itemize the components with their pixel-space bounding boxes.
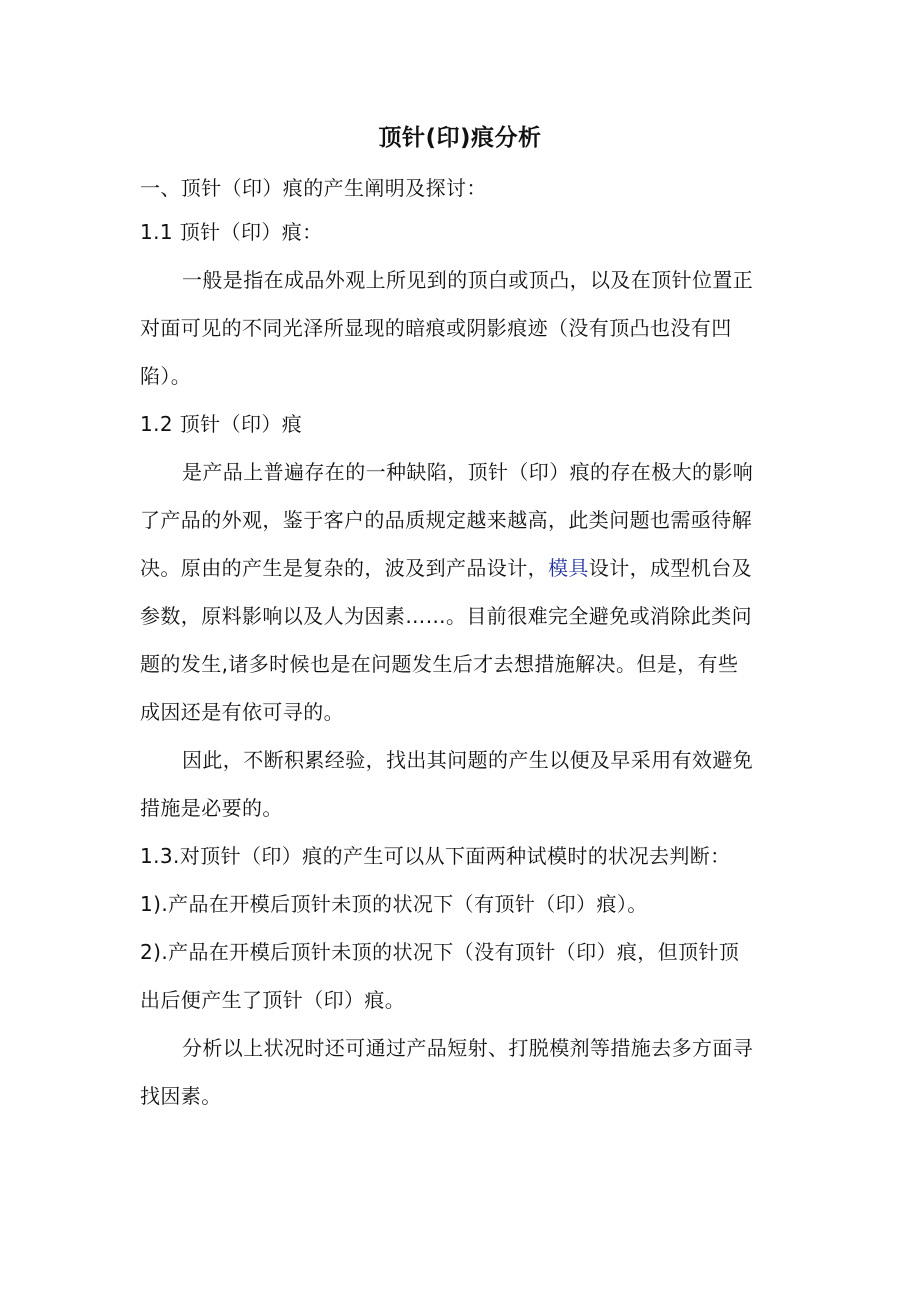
list-item-2-continuation: 出后便产生了顶针（印）痕。	[140, 988, 406, 1012]
paragraph-line: 措施是必要的。	[140, 796, 283, 820]
document-title: 顶针(印)痕分析	[378, 125, 542, 151]
paragraph-line: 了产品的外观，鉴于客户的品质规定越来越高，此类问题也需亟待解	[140, 508, 752, 532]
paragraph-line: 对面可见的不同光泽所显现的暗痕或阴影痕迹（没有顶凸也没有凹	[140, 316, 732, 340]
paragraph-line: 找因素。	[140, 1084, 222, 1108]
paragraph-line: 成因还是有依可寻的。	[140, 700, 344, 724]
paragraph-text: 决。原由的产生是复杂的，波及到产品设计，	[140, 556, 548, 580]
section-heading-1: 一、顶针（印）痕的产生阐明及探讨：	[140, 176, 487, 200]
paragraph-text: 设计，成型机台及	[588, 556, 753, 580]
paragraph-line: 题的发生,诸多时候也是在问题发生后才去想措施解决。但是，有些	[140, 652, 739, 676]
paragraph-line: 陷）。	[140, 364, 192, 388]
mold-link[interactable]: 模具	[548, 556, 589, 580]
paragraph-line-with-link	[140, 550, 752, 586]
paragraph-line: 是产品上普遍存在的一种缺陷，顶针（印）痕的存在极大的影响	[182, 460, 754, 484]
list-item-1: 1).产品在开模后顶针未顶的状况下（有顶针（印）痕）。	[140, 892, 648, 916]
subsection-heading-1-2: 1.2 顶针（印）痕	[140, 412, 303, 436]
subsection-heading-1-1: 1.1 顶针（印）痕：	[140, 220, 323, 244]
list-item-2: 2).产品在开模后顶针未顶的状况下（没有顶针（印）痕，但顶针顶	[140, 940, 740, 964]
subsection-heading-1-3: 1.3.对顶针（印）痕的产生可以从下面两种试模时的状况去判断：	[140, 844, 731, 868]
paragraph-line: 一般是指在成品外观上所见到的顶白或顶凸，以及在顶针位置正	[182, 268, 754, 292]
paragraph-line: 因此，不断积累经验，找出其问题的产生以便及早采用有效避免	[182, 748, 754, 772]
paragraph-line: 参数，原料影响以及人为因素……。目前很难完全避免或消除此类问	[140, 604, 752, 628]
paragraph-line: 分析以上状况时还可通过产品短射、打脱模剂等措施去多方面寻	[182, 1036, 754, 1060]
